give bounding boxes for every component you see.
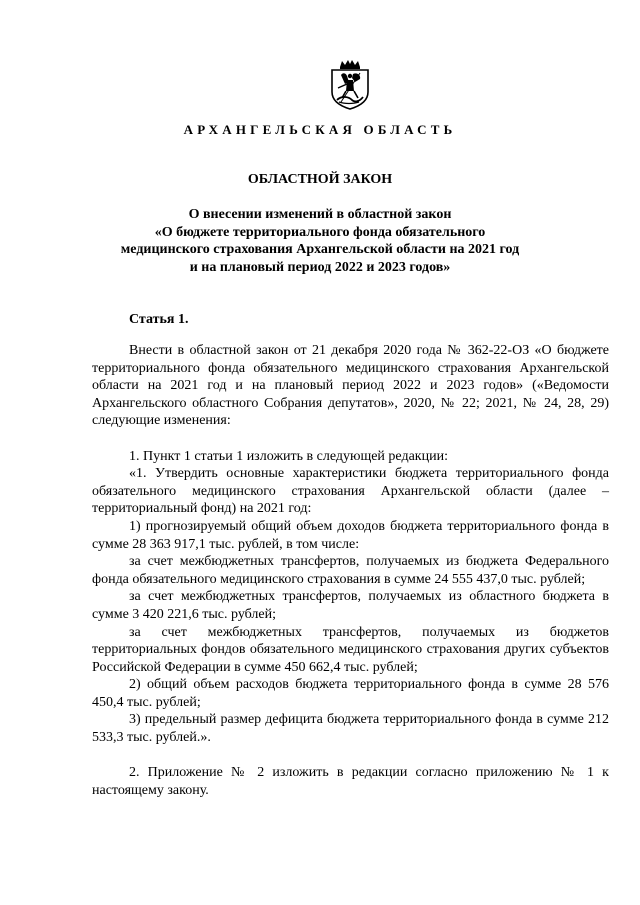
paragraph: за счет межбюджетных трансфертов, получаемых из областного бюджета в сумме 3 420 221,6 тыс. рублей; (92, 589, 609, 622)
paragraph: Внести в областной закон от 21 декабря 2020 года № 362-22-ОЗ «О бюджете территориального фонда обязательного медицинского страхования Архангельской области на 2021 год и на плановый период 2022 и 2023 годов» («Ведомости Архангельского областного Собрания депутатов», 2020, № 22; 2021, № 24, 28, 29) следующие изменения: (92, 343, 609, 429)
title-line: «О бюджете территориального фонда обязательного (154, 224, 486, 240)
paragraph: за счет межбюджетных трансфертов, получаемых из бюджетов территориальных фондов обязательного медицинского страхования других субъектов Российской Федерации в сумме 450 662,4 тыс. рублей; (92, 624, 609, 675)
paragraph: 2) общий объем расходов бюджета территориального фонда в сумме 28 576 450,4 тыс. рублей; (92, 677, 609, 710)
title-line: О внесении изменений в областной закон (188, 207, 452, 222)
article-heading: Статья 1. (129, 312, 189, 327)
paragraph: 3) предельный размер дефицита бюджета территориального фонда в сумме 212 533,3 тыс. рублей.». (92, 712, 609, 746)
article-body (92, 342, 609, 799)
document-type: ОБЛАСТНОЙ ЗАКОН (247, 172, 393, 187)
title-line: и на плановый период 2022 и 2023 годов» (189, 259, 451, 275)
paragraph: 2. Приложение № 2 изложить в редакции согласно приложению № 1 к настоящему закону. (92, 765, 609, 798)
paragraph: «1. Утвердить основные характеристики бюджета территориального фонда обязательного медицинского страхования Архангельской области (далее – территориальный фонд) на 2021 год: (92, 466, 609, 517)
paragraph: за счет межбюджетных трансфертов, получаемых из бюджета Федерального фонда обязательного медицинского страхования в сумме 24 555 437,0 тыс. рублей; (92, 554, 609, 587)
document-title (100, 206, 540, 276)
region-name: АРХАНГЕЛЬСКАЯ ОБЛАСТЬ (183, 122, 457, 137)
paragraph: 1) прогнозируемый общий объем доходов бюджета территориального фонда в сумме 28 363 917,1 тыс. рублей, в том числе: (92, 518, 609, 552)
paragraph: 1. Пункт 1 статьи 1 изложить в следующей редакции: (129, 448, 448, 464)
coat-of-arms-icon (327, 58, 373, 110)
title-line: медицинского страхования Архангельской области на 2021 год (120, 242, 520, 257)
